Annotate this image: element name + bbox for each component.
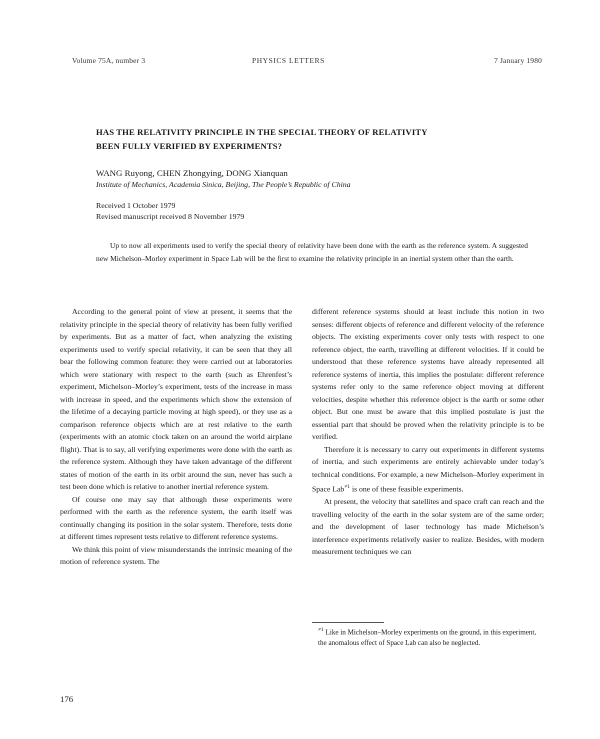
volume-label: Volume 75A, number 3	[72, 56, 146, 65]
received-dates	[96, 200, 244, 222]
revised-date: Revised manuscript received 8 November 1979	[96, 212, 245, 221]
body-text-tail: is one of these feasible experiments.	[350, 484, 464, 494]
abstract	[96, 240, 528, 265]
authors: WANG Ruyong, CHEN Zhongying, DONG Xianquan	[96, 168, 288, 178]
footnote	[318, 625, 544, 649]
journal-name: PHYSICS LETTERS	[252, 56, 325, 65]
received-date: Received 1 October 1979	[96, 201, 176, 210]
footnote-mark: ≠1	[318, 627, 324, 633]
title-line-1: HAS THE RELATIVITY PRINCIPLE IN THE SPECIAL THEORY OF RELATIVITY	[96, 127, 428, 137]
affiliation: Institute of Mechanics, Academia Sinica, Beijing, The People’s Republic of China	[96, 180, 351, 189]
issue-date: 7 January 1980	[494, 56, 542, 65]
footnote-divider	[312, 622, 384, 623]
footnote-reference: ≠1	[344, 484, 351, 490]
abstract-text: Up to now all experiments used to verify the special theory of relativity have been done with the earth as the reference system. A suggested new Michelson–Morley experiment in Space Lab will be the first to examine the relativity principle in an inertial system other than the earth.	[96, 241, 528, 263]
body-text: Therefore it is necessary to carry out experiments in different systems of inertia, and such experiments are entirely achievable under today’s technical conditions. For example, a new Michelson–Morley experiment in Space Lab	[312, 444, 544, 494]
body-paragraph: According to the general point of view at present, it seems that the relativity principle in the special theory of relativity has been fully verified by experiments. But as a matter of fact, when analyzing the existing experiments used to verify special relativity, it can be seen that they all bear the following common feature: they were carried out at laboratories which were stationary with respect to the earth (such as Ehrenfest’s experiment, Michelson–Morley’s experiment, tests of the increase in mass with increase in speed, and the experiments which show the extension of the lifetime of a decaying particle moving at high speed), or they use as a comparison reference objects which are at rest relative to the earth (experiments with an atomic clock taken on an around the world airplane flight). That is to say, all verifying experiments were done with the earth as the reference system. Although they have taken advantage of the different states of motion of the earth in its orbit around the sun, never has such a test been done which is relative to another inertial reference system.	[60, 307, 292, 491]
footnote-text: Like in Michelson–Morley experiments on the ground, in this experiment, the anomalous effect of Space Lab can also be neglected.	[318, 628, 537, 648]
body-paragraph	[312, 444, 544, 497]
body-paragraph: We think this point of view misunderstands the intrinsic meaning of the motion of reference system. The	[60, 544, 292, 566]
body-paragraph: At present, the velocity that satellites and space craft can reach and the travelling velocity of the earth in the solar system are of the same order; and the development of laser technology has made Michelson’s interference experiments relatively easier to realize. Besides, with modern measurement techniques we can	[312, 497, 544, 557]
running-head	[72, 56, 542, 68]
title-line-2: BEEN FULLY VERIFIED BY EXPERIMENTS?	[96, 141, 283, 151]
body-paragraph: Of course one may say that although these experiments were performed with the earth as the reference system, the earth itself was continually changing its position in the solar system. Therefore, tests done at different times represent tests relative to different reference systems.	[60, 494, 292, 541]
article-title	[96, 125, 516, 153]
column-right	[312, 306, 544, 559]
column-left	[60, 306, 292, 569]
body-paragraph: different reference systems should at least include this notion in two senses: different objects of reference and different velocity of the reference objects. The existing experiments cover only tests with respect to one reference object, the earth, travelling at different velocities. If it could be understood that these reference systems have already represented all reference systems of inertia, this implies the postulate: different reference systems refer only to the same reference object moving at different velocities, despite whether this reference object is the earth or some other object. But one must be aware that this implied postulate is just the essential part that should be proved when the relativity principle is to be verified.	[312, 307, 544, 441]
page-number: 176	[60, 694, 74, 704]
